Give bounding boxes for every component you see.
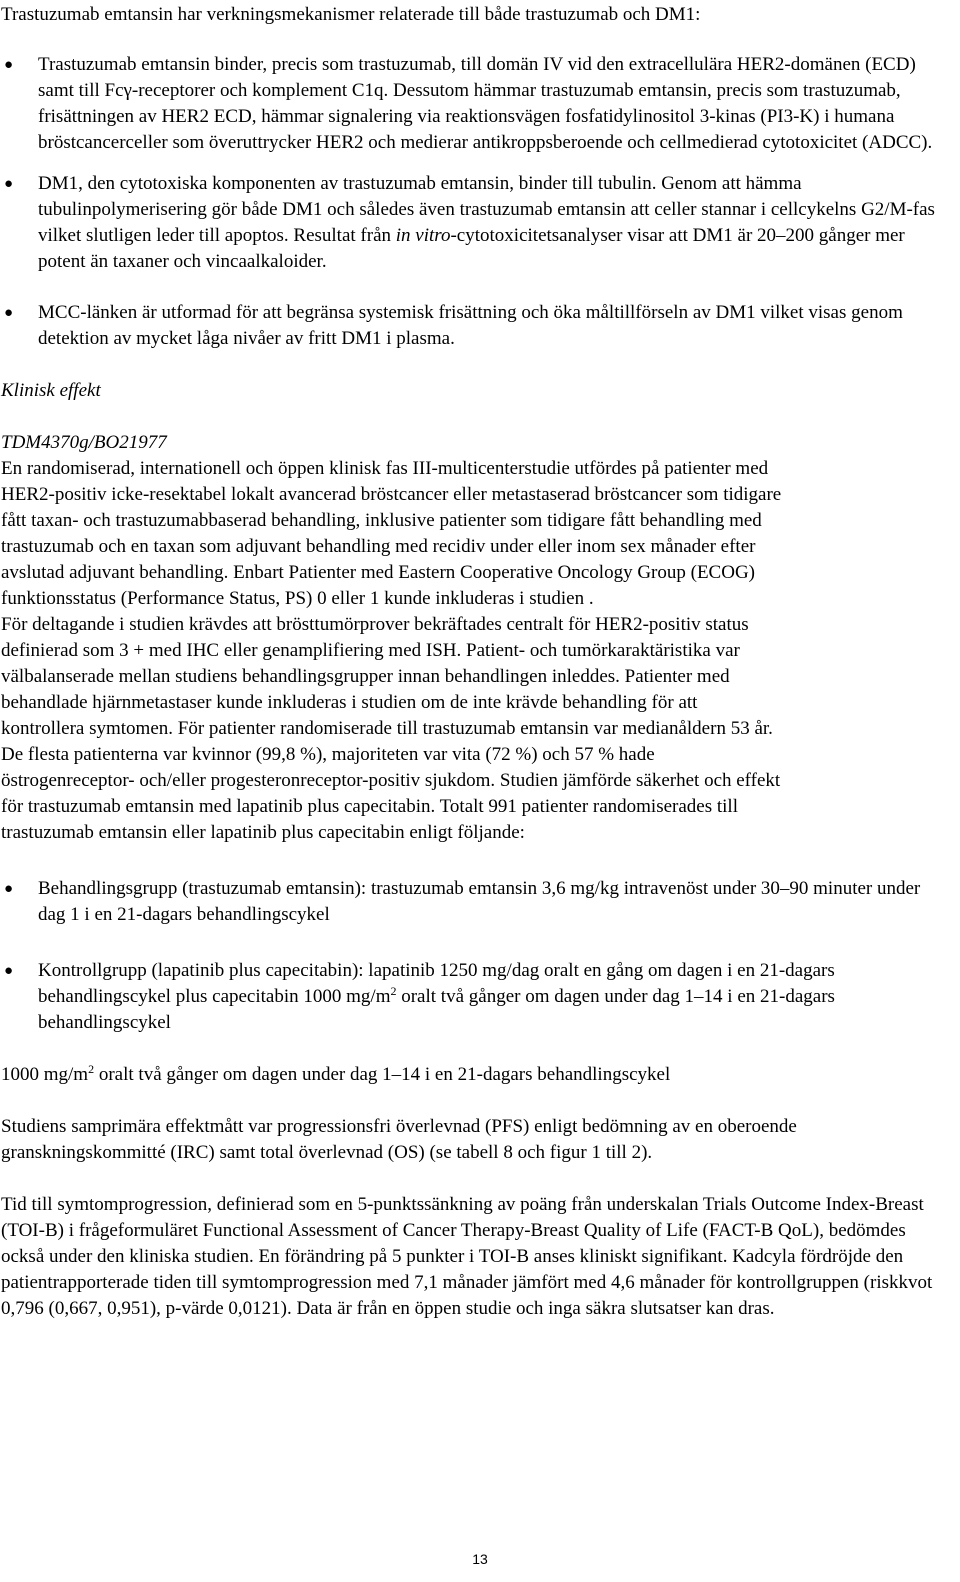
qol-paragraph: Tid till symtomprogression, definierad som en 5-punktssänkning av poäng från underskalan Trials Outcome Index-Breast (TOI-B) i frågeformuläret Functional Assessment of Cancer Therapy-Breast Quality of Life (FACT-B QoL), bedömdes också under den kliniska studien. En förändring på 5 punkter i TOI-B anses kliniskt signifikant. Kadcyla fördröjde den patientrapporterade tiden till symtomprogression med 7,1 månader jämfört med 4,6 månader för kontrollgruppen (riskkvot 0,796 (0,667, 0,951), p-värde 0,0121). Data är från en öppen studie och inga säkra slutsatser kan dras. bbox=[1, 1194, 933, 1319]
list-item: ● Trastuzumab emtansin binder, precis som trastuzumab, till domän IV vid den extracellulära HER2-domänen (ECD) samt till Fcγ-receptorer och komplement C1q. Dessutom hämmar trastuzumab emtansin, precis som trastuzumab, frisättningen av HER2 ECD, hämmar signalering via reaktionsvägen fosfatidylinositol 3-kinas (PI3-K) i humana bröstcancerceller som överuttrycker HER2 och medierar antikroppsberoende och cellmedierad cytotoxicitet (ADCC). bbox=[4, 54, 933, 153]
mechanism-list bbox=[1, 52, 951, 352]
superscript: 2 bbox=[88, 1062, 95, 1076]
bullet-icon: ● bbox=[4, 176, 14, 192]
study-description: En randomiserad, internationell och öppen klinisk fas III-multicenterstudie utfördes på patienter med HER2-positiv icke-resektabel lokalt avancerad bröstcancer eller metastaserad bröstcancer som tidigare fått taxan- och trastuzumabbaserad behandling, inklusive patienter som tidigare fått behandling med trastuzumab och en taxan som adjuvant behandling med recidiv under eller inom sex månader efter avslutad adjuvant behandling. Enbart Patienter med Eastern Cooperative Oncology Group (ECOG) funktionsstatus (Performance Status, PS) 0 eller 1 kunde inkluderas i studien . För deltagande i studien krävdes att brösttumörprover bekräftades centralt för HER2-positiv status definierad som 3 + med IHC eller genamplifiering med ISH. Patient- och tumörkaraktäristika var välbalanserade mellan studiens behandlingsgrupper innan behandlingen inleddes. Patienter med behandlade hjärnmetastaser kunde inkluderas i studien om de inte krävde behandling för att kontrollera symtomen. För patienter randomiserade till trastuzumab emtansin var medianåldern 53 år. De flesta patienterna var kvinnor (99,8 %), majoriteten var vita (72 %) och 57 % hade östrogenreceptor- och/eller progesteronreceptor-positiv sjukdom. Studien jämförde säkerhet och effekt för trastuzumab emtansin med lapatinib plus capecitabin. Totalt 991 patienter randomiserades till trastuzumab emtansin eller lapatinib plus capecitabin enligt följande: bbox=[1, 458, 782, 843]
dose-line: 1000 $mg/m^2$ oralt två gånger om dagen under dag 1–14 i en 21-dagars behandlingscykel bbox=[1, 1062, 671, 1085]
page-number: 13 bbox=[472, 1551, 488, 1567]
bullet-icon: ● bbox=[4, 963, 14, 979]
treatment-groups-list bbox=[1, 876, 951, 1036]
bullet-icon: ● bbox=[4, 305, 14, 321]
section-heading: Klinisk effekt bbox=[1, 380, 101, 401]
list-item: ● Behandlingsgrupp (trastuzumab emtansin): trastuzumab emtansin 3,6 mg/kg intravenöst under 30–90 minuter under dag 1 i en 21-dagars behandlingscykel bbox=[4, 878, 921, 925]
list-item: ● MCC-länken är utformad för att begränsa systemisk frisättning och öka måltillförseln av DM1 vilket visas genom detektion av mycket låga nivåer av fritt DM1 i plasma. bbox=[4, 302, 903, 349]
page-content bbox=[1, 0, 951, 1322]
endpoints-paragraph: Studiens samprimära effektmått var progressionsfri överlevnad (PFS) enligt bedömning av en oberoende granskningskommitté (IRC) samt total överlevnad (OS) (se tabell 8 och figur 1 till 2). bbox=[1, 1116, 797, 1163]
study-id: TDM4370g/BO21977 bbox=[1, 432, 167, 453]
mechanism-intro: Trastuzumab emtansin har verkningsmekanismer relaterade till både trastuzumab och DM1: bbox=[1, 4, 701, 25]
bullet-icon: ● bbox=[4, 57, 14, 73]
superscript: 2 bbox=[390, 984, 397, 998]
list-item: ● Kontrollgrupp (lapatinib plus capecitabin): lapatinib 1250 mg/dag oralt en gång om dagen i en 21-dagars behandlingscykel plus capecitabin 1000 $mg/m^2$ oralt två gånger om dagen under dag 1–14 i en 21-dagars behandlingscykel bbox=[4, 960, 835, 1033]
list-item: ● DM1, den cytotoxiska komponenten av trastuzumab emtansin, binder till tubulin. Genom att hämma tubulinpolymerisering gör både DM1 och således även trastuzumab emtansin att celler stannar i cellcykelns G2/M-fas vilket slutligen leder till apoptos. Resultat från in vitro-cytotoxicitetsanalyser visar att DM1 är 20–200 gånger mer potent än taxaner och vincaalkaloider. bbox=[4, 173, 935, 272]
italic-term: in vitro bbox=[395, 225, 451, 246]
bullet-icon: ● bbox=[4, 881, 14, 897]
